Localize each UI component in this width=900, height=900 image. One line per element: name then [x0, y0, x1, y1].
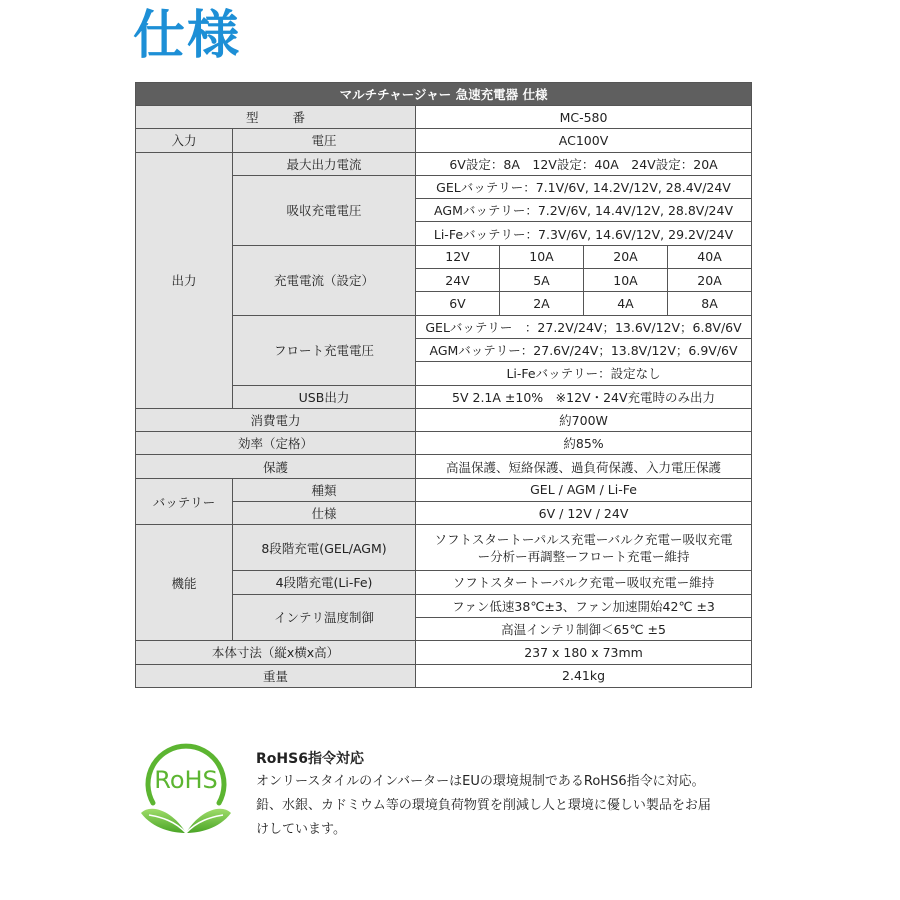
rohs-description — [256, 770, 756, 842]
size-value: 237 x 180 x 73mm — [416, 641, 752, 664]
page-title: 仕様 — [133, 6, 242, 66]
output-label: 出力 — [136, 152, 233, 408]
four-stage-label: 4段階充電(Li-Fe) — [233, 571, 416, 594]
efficiency-label: 効率（定格） — [136, 432, 416, 455]
battery-type-label: 種類 — [233, 478, 416, 501]
power-label: 消費電力 — [136, 408, 416, 431]
charge-current-cell: 6V — [416, 292, 500, 315]
model-label — [136, 106, 416, 129]
charge-current-cell: 8A — [668, 292, 752, 315]
battery-type-value: GEL / AGM / Li-Fe — [416, 478, 752, 501]
size-label: 本体寸法（縦x横x高） — [136, 641, 416, 664]
charge-current-cell: 20A — [668, 269, 752, 292]
float-label: フロート充電電圧 — [233, 315, 416, 385]
rohs-line: オンリースタイルのインバーターはEUの環境規制であるRoHS6指令に対応。 — [256, 774, 705, 789]
rohs-line: けしています。 — [256, 822, 346, 837]
model-label-2: 番 — [292, 110, 306, 126]
charge-current-label: 充電電流（設定） — [233, 245, 416, 315]
model-label-1: 型 — [245, 110, 259, 126]
eight-stage-label: 8段階充電(GEL/AGM) — [233, 525, 416, 571]
max-current-value: 6V設定：8A 12V設定：40A 24V設定：20A — [416, 152, 752, 175]
rohs-leaf-icon — [133, 733, 239, 845]
charge-current-cell: 10A — [500, 245, 584, 268]
spec-table — [135, 82, 752, 688]
charge-current-cell: 10A — [584, 269, 668, 292]
rohs-line: 鉛、水銀、カドミウム等の環境負荷物質を削減し人と環境に優しい製品をお届 — [256, 798, 711, 813]
weight-value: 2.41kg — [416, 664, 752, 687]
efficiency-value: 約85% — [416, 432, 752, 455]
absorb-label: 吸収充電電圧 — [233, 175, 416, 245]
protection-label: 保護 — [136, 455, 416, 478]
voltage-label: 電圧 — [233, 129, 416, 152]
temp-value-fan: ファン低速38℃±3、ファン加速開始42℃ ±3 — [416, 594, 752, 617]
usb-value: 5V 2.1A ±10% ※12V・24V充電時のみ出力 — [416, 385, 752, 408]
battery-spec-value: 6V / 12V / 24V — [416, 502, 752, 525]
protection-value: 高温保護、短絡保護、過負荷保護、入力電圧保護 — [416, 455, 752, 478]
model-value: MC-580 — [416, 106, 752, 129]
power-value: 約700W — [416, 408, 752, 431]
charge-current-cell: 5A — [500, 269, 584, 292]
float-value-lifepo: Li-Feバッテリー：設定なし — [416, 362, 752, 385]
usb-label: USB出力 — [233, 385, 416, 408]
function-label: 機能 — [136, 525, 233, 641]
temp-value-high: 高温インテリ制御＜65℃ ±5 — [416, 617, 752, 640]
input-label: 入力 — [136, 129, 233, 152]
charge-current-cell: 24V — [416, 269, 500, 292]
charge-current-cell: 20A — [584, 245, 668, 268]
absorb-value-gel: GELバッテリー：7.1V/6V, 14.2V/12V, 28.4V/24V — [416, 175, 752, 198]
four-stage-value: ソフトスタートーバルク充電ー吸収充電ー維持 — [416, 571, 752, 594]
battery-label: バッテリー — [136, 478, 233, 525]
eight-stage-line-2: ー分析ー再調整ーフロート充電ー維持 — [477, 548, 690, 564]
absorb-value-lifepo: Li-Feバッテリー：7.3V/6V, 14.6V/12V, 29.2V/24V — [416, 222, 752, 245]
eight-stage-value — [416, 525, 752, 571]
rohs-title: RoHS6指令対応 — [256, 751, 364, 767]
rohs-logo — [133, 733, 239, 845]
rohs-logo-text: RoHS — [154, 766, 218, 794]
eight-stage-line-1: ソフトスタートーパルス充電ーバルク充電ー吸収充電 — [434, 531, 733, 547]
table-header: マルチチャージャー 急速充電器 仕様 — [136, 83, 752, 106]
battery-spec-label: 仕様 — [233, 502, 416, 525]
charge-current-cell: 40A — [668, 245, 752, 268]
voltage-value: AC100V — [416, 129, 752, 152]
charge-current-cell: 12V — [416, 245, 500, 268]
absorb-value-agm: AGMバッテリー：7.2V/6V, 14.4V/12V, 28.8V/24V — [416, 199, 752, 222]
charge-current-cell: 2A — [500, 292, 584, 315]
temp-label: インテリ温度制御 — [233, 594, 416, 641]
float-value-gel: GELバッテリー ：27.2V/24V；13.6V/12V；6.8V/6V — [416, 315, 752, 338]
weight-label: 重量 — [136, 664, 416, 687]
float-value-agm: AGMバッテリー：27.6V/24V；13.8V/12V；6.9V/6V — [416, 338, 752, 361]
charge-current-cell: 4A — [584, 292, 668, 315]
max-current-label: 最大出力電流 — [233, 152, 416, 175]
